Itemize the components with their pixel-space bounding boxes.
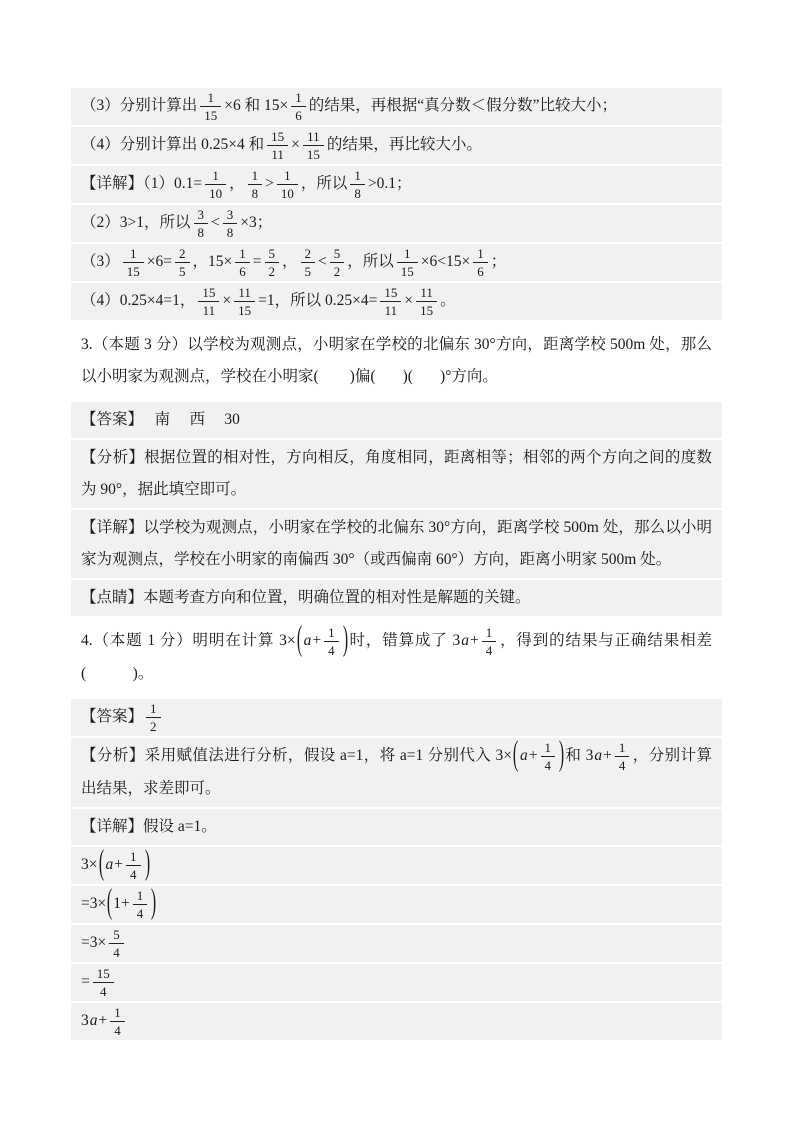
math-variable: a: [594, 747, 603, 765]
paragraph: 【点睛】本题考查方向和位置，明确位置的相对性是解题的关键。: [71, 580, 722, 616]
big-left-paren: (: [296, 621, 302, 660]
fraction-numerator: 15: [384, 285, 398, 300]
fraction: [248, 168, 263, 201]
fraction: [277, 168, 298, 201]
fraction-numerator: 1: [485, 625, 493, 640]
fraction-numerator: 11: [307, 129, 320, 144]
fraction-denominator: 6: [291, 106, 306, 123]
fraction-numerator: 15: [202, 285, 216, 300]
fraction-denominator: 15: [234, 301, 255, 318]
fraction: [330, 246, 345, 279]
big-right-paren: ): [342, 621, 348, 660]
fraction: [235, 246, 250, 279]
fraction: [350, 168, 365, 201]
fraction-numerator: 1: [354, 168, 361, 183]
big-right-paren: ): [558, 736, 565, 775]
paragraph: 【详解】以学校为观测点，小明家在学校的北偏东 30°方向，距离学校 500m 处，那么以小明家为观测点，学校在小明家的南偏西 30°（或西偏南 60°）方向，距离小明家 500m 处。: [71, 510, 722, 578]
fraction-denominator: 5: [175, 262, 190, 279]
fraction-numerator: 1: [328, 625, 335, 640]
fraction-denominator: 15: [303, 145, 324, 162]
fraction-denominator: 15: [123, 262, 144, 279]
fraction: [301, 246, 316, 279]
paragraph: =3×(1+ $\frac{1}{4}$ ): [71, 886, 722, 923]
fraction-denominator: 11: [267, 145, 288, 162]
fraction: [324, 625, 339, 658]
big-left-paren: (: [107, 884, 113, 923]
math-variable: a: [89, 1012, 98, 1030]
answer-block-question-4: [71, 699, 722, 1040]
fraction-denominator: 5: [301, 262, 316, 279]
fraction: [110, 1005, 125, 1038]
fraction: [397, 246, 418, 279]
fraction-numerator: 1: [251, 168, 259, 183]
paragraph: 【详解】假设 a=1。: [71, 809, 722, 845]
fraction-denominator: 4: [615, 756, 630, 773]
fraction-numerator: 5: [268, 246, 275, 261]
paragraph: （3） $\frac{1}{15}$ ×6= $\frac{2}{5}$ ，15× $\frac{1}{6}$ = $\frac{5}{2}$ ， $\frac{2}{5}$ < $\frac{5}{2}$ ，所以 $\frac{1}{15}$ ×6<15× $\frac{1}{6}$ ；: [71, 244, 722, 281]
fraction-denominator: 4: [109, 943, 124, 960]
fraction: [194, 207, 209, 240]
paragraph: 【分析】根据位置的相对性，方向相反，角度相同，距离相等；相邻的两个方向之间的度数为 90°，据此填空即可。: [71, 440, 722, 508]
fraction-denominator: 4: [110, 1021, 125, 1038]
fraction-denominator: 11: [198, 301, 219, 318]
paragraph: 4.（本题 1 分）明明在计算 3×( a+ $\frac{1}{4}$ )时，错算成了 3a+ $\frac{1}{4}$ ，得到的结果与正确结果相差( )。: [81, 621, 712, 682]
fraction-denominator: 2: [330, 262, 345, 279]
fraction-numerator: 1: [295, 90, 302, 105]
paragraph: 【答案】 $\frac{1}{2}$: [71, 699, 722, 736]
fraction-denominator: 8: [248, 184, 263, 201]
fraction: [267, 129, 288, 162]
math-variable: a: [520, 747, 528, 765]
fraction-numerator: 1: [284, 168, 291, 183]
paragraph: （4）分别计算出 0.25×4 和 $\frac{15}{11}$ × $\frac{11}{15}$ 的结果，再比较大小。: [71, 127, 722, 164]
fraction-numerator: 1: [207, 90, 215, 105]
fraction: [615, 740, 630, 773]
paren-group: ( a+ $\frac{1}{4}$ ): [98, 845, 150, 884]
paragraph: 3.（本题 3 分）以学校为观测点，小明家在学校的北偏东 30°方向，距离学校 500m 处，那么以小明家为观测点，学校在小明家( )偏( )( )°方向。: [81, 336, 712, 385]
fraction: [109, 927, 124, 960]
fraction: [93, 966, 114, 999]
fraction-numerator: 1: [544, 740, 551, 755]
fraction-denominator: 6: [473, 262, 488, 279]
big-right-paren: ): [144, 845, 150, 884]
fraction-denominator: 8: [350, 184, 365, 201]
document-content: [71, 88, 722, 1042]
fraction-numerator: 3: [226, 207, 234, 222]
fraction-numerator: 15: [96, 966, 110, 981]
fraction: [175, 246, 190, 279]
fraction-denominator: 4: [126, 865, 141, 882]
fraction-denominator: 2: [265, 262, 280, 279]
fraction-numerator: 1: [477, 246, 484, 261]
paragraph: 【详解】（1）0.1= $\frac{1}{10}$ ， $\frac{1}{8}$ > $\frac{1}{10}$ ，所以 $\frac{1}{8}$ >0.1；: [71, 166, 722, 203]
fraction-denominator: 2: [146, 717, 161, 734]
question-3: [71, 327, 722, 395]
fraction: [473, 246, 488, 279]
fraction-denominator: 4: [482, 641, 497, 658]
fraction-numerator: 1: [618, 740, 626, 755]
fraction-numerator: 15: [271, 129, 285, 144]
paragraph: 【答案】 南 西 30: [71, 402, 722, 438]
fraction: [234, 285, 255, 318]
paren-group: ( a+ $\frac{1}{4}$ ): [296, 621, 348, 660]
fraction-numerator: 5: [113, 927, 120, 942]
fraction: [416, 285, 437, 318]
fraction-numerator: 1: [130, 246, 137, 261]
big-right-paren: ): [151, 884, 157, 923]
answer-block-question-2-details: [71, 88, 722, 320]
fraction-numerator: 11: [420, 285, 433, 300]
math-variable: a: [303, 632, 312, 650]
fraction-denominator: 15: [200, 106, 221, 123]
paragraph: = $\frac{15}{4}$: [71, 964, 722, 1001]
fraction-numerator: 5: [333, 246, 341, 261]
math-variable: a: [461, 632, 469, 650]
fraction-denominator: 8: [194, 223, 209, 240]
big-left-paren: (: [98, 845, 104, 884]
fraction-denominator: 4: [324, 641, 339, 658]
fraction: [265, 246, 280, 279]
fraction-denominator: 15: [397, 262, 418, 279]
fraction-denominator: 6: [235, 262, 250, 279]
fraction: [223, 207, 238, 240]
math-variable: a: [105, 856, 114, 874]
paren-group: (1+ $\frac{1}{4}$ ): [107, 884, 157, 923]
fraction-numerator: 1: [114, 1005, 121, 1020]
paren-group: ( a+ $\frac{1}{4}$ ): [512, 736, 565, 775]
answer-block-question-3: [71, 402, 722, 616]
fraction-numerator: 3: [197, 207, 204, 222]
fraction-denominator: 11: [380, 301, 401, 318]
fraction-numerator: 1: [239, 246, 246, 261]
paragraph: 【分析】采用赋值法进行分析，假设 a=1，将 a=1 分别代入 3×( a+ $\frac{1}{4}$ )和 3a+ $\frac{1}{4}$ ，分别计算出结果，求差即可。: [71, 738, 722, 807]
fraction: [482, 625, 497, 658]
fraction-numerator: 11: [238, 285, 251, 300]
fraction: [123, 246, 144, 279]
fraction: [133, 888, 148, 921]
paragraph: （2）3>1，所以 $\frac{3}{8}$ < $\frac{3}{8}$ ×3；: [71, 205, 722, 242]
fraction: [291, 90, 306, 123]
fraction: [205, 168, 226, 201]
big-left-paren: (: [512, 736, 519, 775]
fraction-numerator: 1: [212, 168, 219, 183]
fraction-numerator: 1: [404, 246, 411, 261]
paragraph: （4）0.25×4=1， $\frac{15}{11}$ × $\frac{11}{15}$ =1，所以 0.25×4= $\frac{15}{11}$ × $\frac{11}{15}$ 。: [71, 283, 722, 320]
paragraph: 3×( a+ $\frac{1}{4}$ ): [71, 847, 722, 884]
fraction-numerator: 2: [179, 246, 186, 261]
fraction: [200, 90, 221, 123]
fraction: [198, 285, 219, 318]
question-4: [71, 623, 722, 692]
fraction-denominator: 4: [133, 904, 148, 921]
fraction: [126, 849, 141, 882]
fraction-denominator: 10: [205, 184, 226, 201]
fraction-denominator: 8: [223, 223, 238, 240]
fraction-numerator: 1: [130, 849, 137, 864]
fraction-numerator: 2: [304, 246, 312, 261]
fraction-denominator: 10: [277, 184, 298, 201]
fraction-numerator: 1: [150, 701, 157, 716]
fraction: [146, 701, 161, 734]
fraction-denominator: 15: [416, 301, 437, 318]
fraction-denominator: 4: [541, 756, 556, 773]
fraction: [541, 740, 556, 773]
fraction-numerator: 1: [136, 888, 144, 903]
fraction: [303, 129, 324, 162]
paragraph: =3× $\frac{5}{4}$: [71, 925, 722, 962]
paragraph: 3a+ $\frac{1}{4}$: [71, 1003, 722, 1040]
paragraph: （3）分别计算出 $\frac{1}{15}$ ×6 和 15× $\frac{1}{6}$ 的结果，再根据“真分数＜假分数”比较大小；: [71, 88, 722, 125]
fraction: [380, 285, 401, 318]
fraction-denominator: 4: [93, 982, 114, 999]
